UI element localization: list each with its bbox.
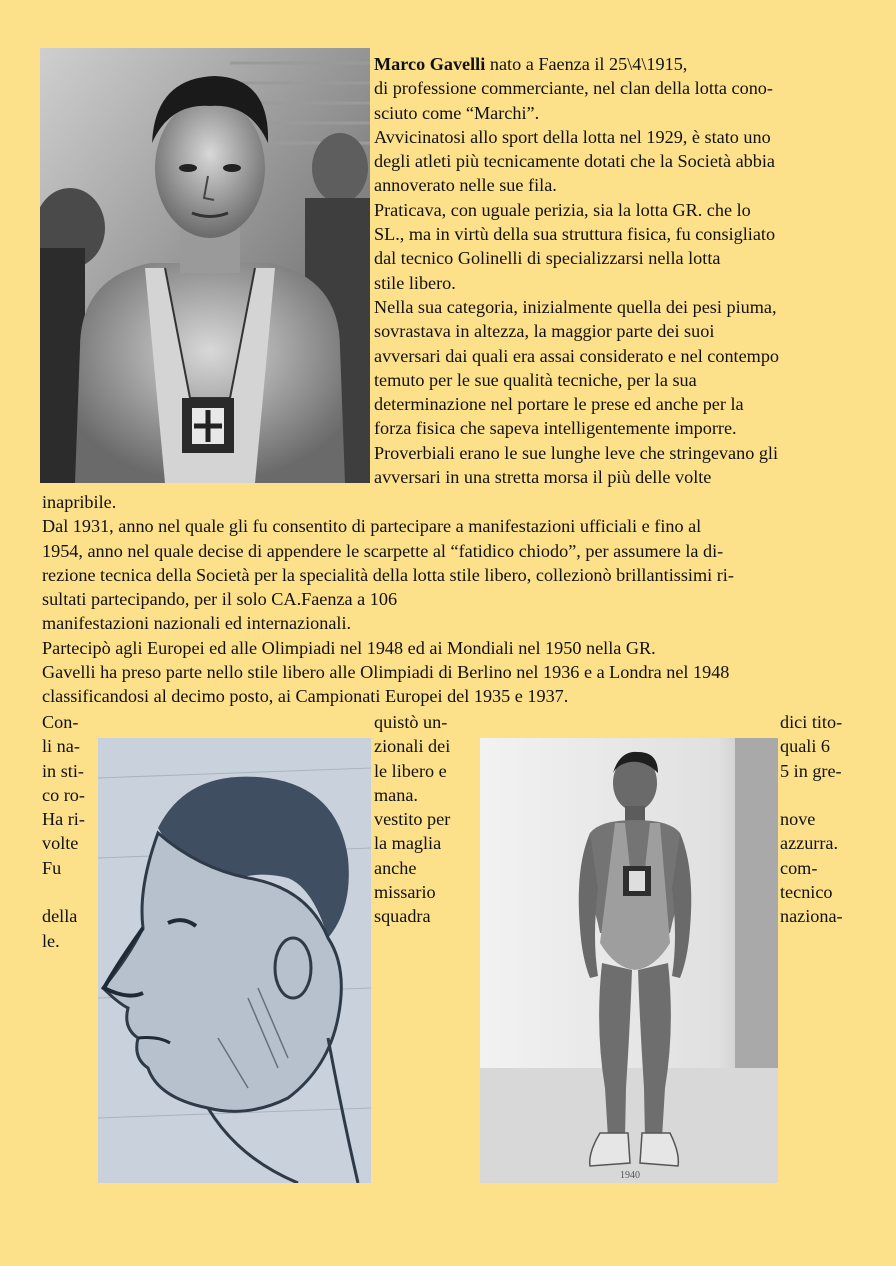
intro-line: Praticava, con uguale perizia, sia la lotta GR. che lo (374, 199, 751, 220)
standing-wrestler-photo (480, 738, 778, 1183)
body-line: classificandosi al decimo posto, ai Campionati Europei del 1935 e 1937. (42, 686, 569, 707)
intro-line: dal tecnico Golinelli di specializzarsi nella lotta (374, 248, 721, 269)
column-spacer (42, 880, 85, 904)
body-line: Dal 1931, anno nel quale gli fu consentito di partecipare a manifestazioni ufficiali e fino al (42, 516, 702, 537)
column-line: la maglia (374, 833, 442, 854)
intro-line: stile libero. (374, 272, 456, 293)
intro-first-line (374, 52, 779, 76)
column-line: 5 in gre- (780, 760, 842, 781)
standing-wrestler-image (480, 738, 778, 1183)
column-line: zionali dei (374, 736, 451, 757)
wrestler-portrait-photo (40, 48, 370, 483)
intro-line: annoverato nelle sue fila. (374, 175, 557, 196)
column-line: quistò un- (374, 712, 448, 732)
column-line: missario (374, 882, 436, 903)
column-line: le. (42, 930, 60, 951)
column-line: anche (374, 857, 417, 878)
column-left-text (42, 710, 85, 953)
intro-line: temuto per le sue qualità tecniche, per la sua (374, 369, 697, 390)
intro-line: determinazione nel portare le prese ed anche per la (374, 394, 744, 415)
intro-line: Proverbiali erano le sue lunghe leve che stringevano gli (374, 442, 779, 463)
column-line: com- (780, 857, 818, 878)
intro-line: Nella sua categoria, inizialmente quella dei pesi piuma, (374, 296, 777, 317)
body-line: manifestazioni nazionali ed internazionali. (42, 613, 352, 634)
column-line: nove (780, 809, 816, 830)
column-line: volte (42, 833, 79, 854)
intro-line: SL., ma in virtù della sua struttura fisica, fu consigliato (374, 224, 776, 245)
column-line: mana. (374, 784, 418, 805)
column-line: tecnico (780, 882, 833, 903)
column-line: naziona- (780, 906, 843, 927)
intro-line: forza fisica che sapeva intelligentemente imporre. (374, 418, 737, 439)
column-line: li na- (42, 736, 80, 757)
body-line: 1954, anno nel quale decise di appendere le scarpette al “fatidico chiodo”, per assumere la di- (42, 540, 724, 561)
profile-sketch-image (98, 738, 371, 1183)
intro-line: avversari dai quali era assai considerato e nel contempo (374, 345, 780, 366)
column-line: azzurra. (780, 833, 839, 854)
body-line: rezione tecnica della Società per la specialità della lotta stile libero, collezionò brillantissimi ri- (42, 564, 734, 585)
intro-line: nato a Faenza il 25\4\1915, (485, 54, 688, 74)
column-line: co ro- (42, 784, 85, 805)
intro-line: Avvicinatosi allo sport della lotta nel 1929, è stato uno (374, 126, 771, 147)
column-middle-text (374, 710, 450, 929)
biography-body (42, 490, 734, 709)
athlete-name: Marco Gavelli (374, 54, 486, 74)
column-right-text (780, 710, 843, 929)
column-line: le libero e (374, 760, 447, 781)
column-line: squadra (374, 906, 431, 927)
column-line: Ha ri- (42, 809, 85, 830)
column-line: dici tito- (780, 712, 843, 732)
column-line: in sti- (42, 760, 84, 781)
column-line: quali 6 (780, 736, 831, 757)
column-spacer (780, 783, 843, 807)
body-line: sultati partecipando, per il solo CA.Faenza a 106 (42, 589, 398, 610)
column-line: Con- (42, 712, 79, 732)
body-line: Gavelli ha preso parte nello stile libero alle Olimpiadi di Berlino nel 1936 e a Londra nel 1948 (42, 662, 730, 683)
biography-intro (374, 52, 779, 489)
intro-line: avversari in una stretta morsa il più delle volte (374, 467, 712, 488)
body-line: inapribile. (42, 492, 117, 512)
wrestler-portrait-image (40, 48, 370, 483)
profile-sketch (98, 738, 371, 1183)
column-line: vestito per (374, 809, 451, 830)
column-line: Fu (42, 857, 62, 878)
intro-line: sovrastava in altezza, la maggior parte dei suoi (374, 321, 715, 342)
intro-line: di professione commerciante, nel clan della lotta cono- (374, 78, 773, 99)
intro-line: sciuto come “Marchi”. (374, 102, 540, 123)
photo-year-caption: 1940 (620, 1170, 640, 1181)
column-line: della (42, 906, 78, 927)
intro-line: degli atleti più tecnicamente dotati che la Società abbia (374, 151, 775, 172)
body-line: Partecipò agli Europei ed alle Olimpiadi nel 1948 ed ai Mondiali nel 1950 nella GR. (42, 637, 656, 658)
